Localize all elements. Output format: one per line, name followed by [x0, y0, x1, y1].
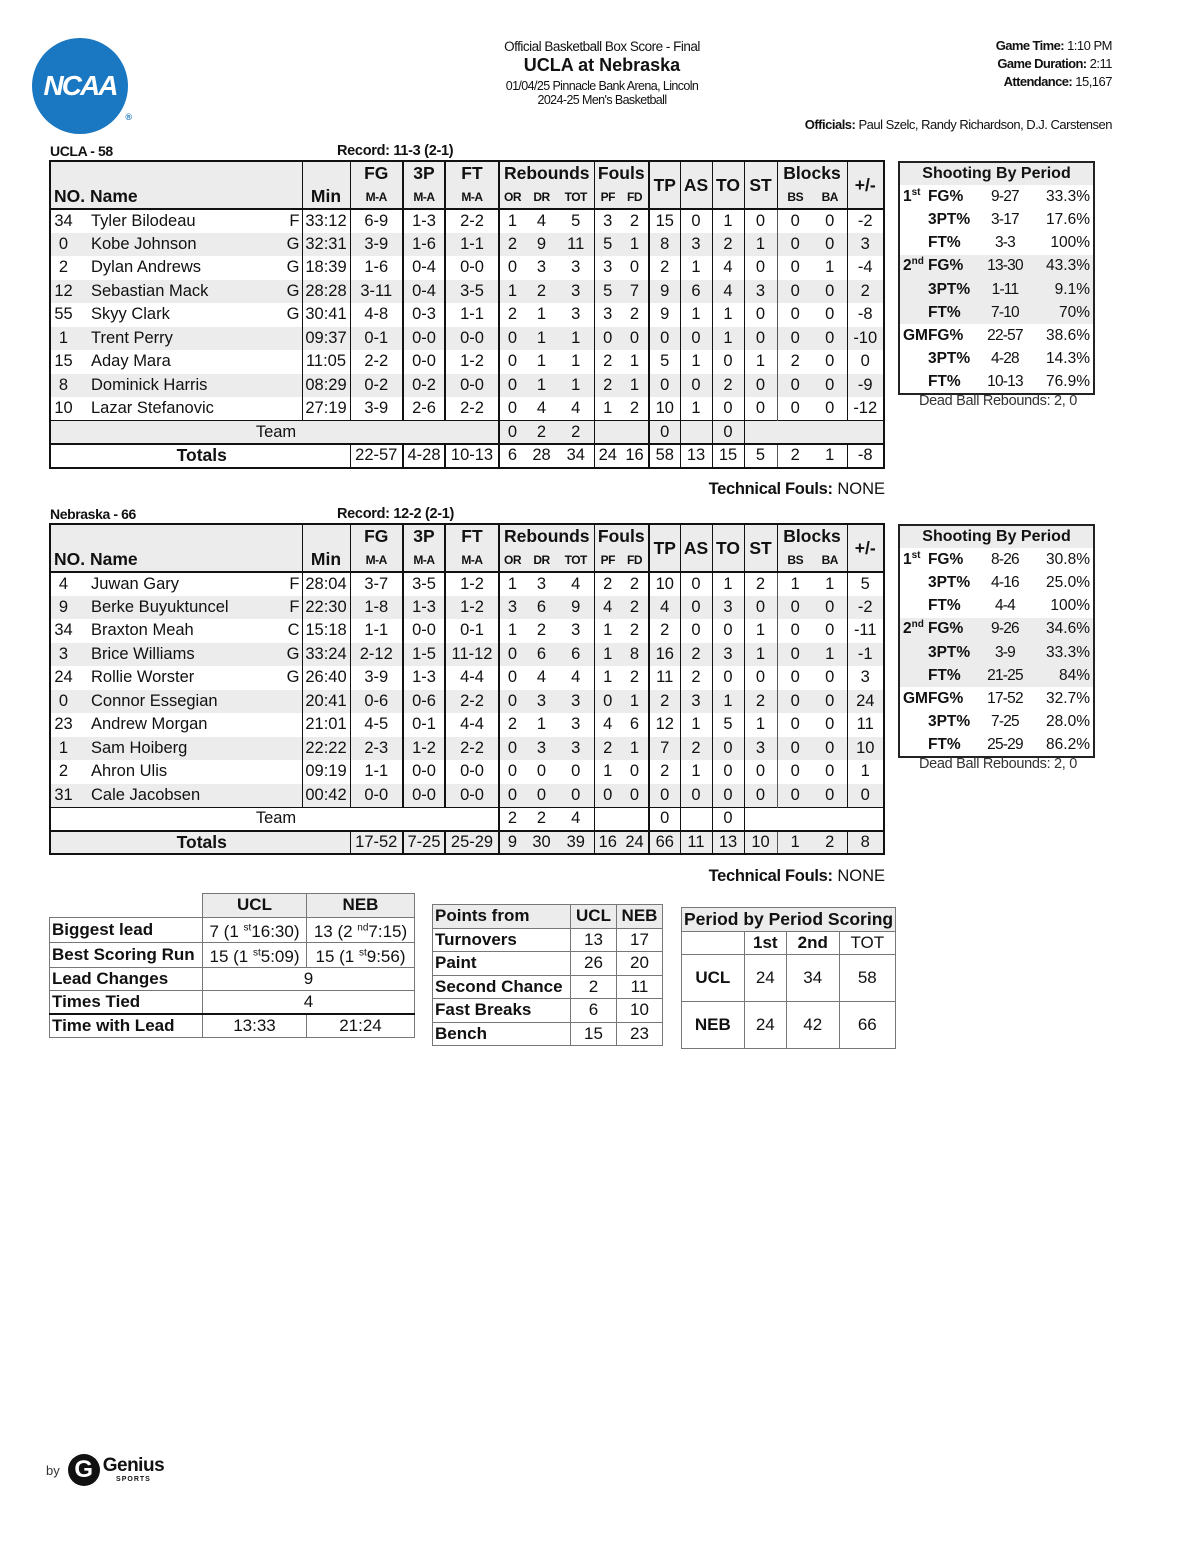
player-row: 1 Trent Perry 09:37 0-1 0-0 0-0 0 1 1 0 0 0 0 1 0 0 0 -10: [50, 327, 884, 351]
player-name: Dominick Harris: [91, 375, 208, 394]
points-from-table: Points from UCL NEB Turnovers 13 17 Paint 26 20 Second Chance 2 11 Fast Breaks 6 10 Bench 15 23: [432, 904, 663, 1046]
player-name: Sebastian Mack: [91, 281, 209, 300]
period-scoring-table: Period by Period Scoring 1st 2nd TOT UCL 24 34 58 NEB 24 42 66: [681, 907, 896, 1049]
biggest-lead-row: Biggest lead 7 (1 $^{st}$16:30) 13 (2 $^{nd}$7:15): [50, 917, 415, 942]
player-name: Braxton Meah: [91, 621, 194, 640]
shooting-row: 3PT% 4-28 14.3%: [927, 350, 1090, 368]
player-position: G: [286, 644, 300, 663]
player-name: Trent Perry: [91, 328, 173, 347]
shooting-by-period-0: Shooting By Period 1st FG% 9-27 33.3% 3PT% 3-17 17.6% FT% 3-3 100% 2nd FG% 13-30 43.3% 3PT% 1-11 9.1% FT% 7-10 70% GM FG% 22-57 38.6% 3PT% 4-28 14.3% FT% 10-13 76.9%: [898, 161, 1095, 395]
shooting-row: GM FG% 17-52 32.7%: [903, 689, 1090, 707]
player-row: 34 Braxton Meah C 15:18 1-1 0-0 0-1 1 2 3 1 2 2 0 0 1 0 0 -11: [50, 619, 884, 643]
player-row: 8 Dominick Harris 08:29 0-2 0-2 0-0 0 1 1 2 1 0 0 2 0 0 0 -9: [50, 374, 884, 398]
shooting-row: 2nd FG% 13-30 43.3%: [899, 255, 1094, 278]
player-name: Tyler Bilodeau: [91, 211, 196, 230]
technical-fouls-ucla: Technical Fouls: NONE: [708, 480, 885, 498]
shooting-row: 2nd FG% 9-26 34.6%: [899, 618, 1094, 641]
player-row: 15 Aday Mara 11:05 2-2 0-0 1-2 0 1 1 2 1 5 1 0 1 2 0 0: [50, 350, 884, 374]
shooting-row: FT% 10-13 76.9%: [927, 372, 1090, 390]
player-name: Kobe Johnson: [91, 234, 197, 253]
points-from-row: Fast Breaks 6 10: [433, 999, 663, 1023]
player-position: [300, 352, 302, 371]
team-heading-nebraska: Nebraska - 66: [50, 506, 136, 522]
shooting-row: 1st FG% 8-26 30.8%: [903, 549, 1090, 568]
player-position: [300, 692, 302, 711]
player-row: 4 Juwan Gary F 28:04 3-7 3-5 1-2 1 3 4 2 2 10 0 1 2 1 1 5: [50, 572, 884, 596]
player-name: Berke Buyuktuncel: [91, 597, 229, 616]
col-ucl: UCL: [203, 894, 307, 918]
player-position: C: [287, 621, 300, 640]
points-from-row: Paint 26 20: [433, 952, 663, 976]
player-position: G: [286, 258, 300, 277]
ncaa-logo: [32, 38, 132, 134]
player-name: Connor Essegian: [91, 691, 218, 710]
player-name: Juwan Gary: [91, 574, 180, 593]
shooting-row: 1st FG% 9-27 33.3%: [903, 186, 1090, 205]
points-from-row: Turnovers 13 17: [433, 928, 663, 952]
totals-row: Totals 17-52 7-25 25-29 9 30 39 16 24 66 11 13 10 1 2 8: [50, 831, 884, 855]
player-row: 24 Rollie Worster G 26:40 3-9 1-3 4-4 0 4 4 1 2 11 2 0 0 0 0 3: [50, 666, 884, 690]
player-name: Dylan Andrews: [91, 258, 202, 277]
player-row: 10 Lazar Stefanovic 27:19 3-9 2-6 2-2 0 4 4 1 2 10 1 0 0 0 0 -12: [50, 397, 884, 421]
player-row: 12 Sebastian Mack G 28:28 3-11 0-4 3-5 1 2 3 5 7 9 6 4 3 0 0 2: [50, 280, 884, 304]
player-name: Lazar Stefanovic: [91, 399, 214, 417]
shooting-row: FT% 7-10 70%: [899, 301, 1094, 324]
player-name: Sam Hoiberg: [91, 738, 188, 757]
player-row: 55 Skyy Clark G 30:41 4-8 0-3 1-1 2 1 3 3 2 9 1 1 0 0 0 -8: [50, 303, 884, 327]
points-from-row: Bench 15 23: [433, 1022, 663, 1046]
best-run-row: Best Scoring Run 15 (1 $^{st}$5:09) 15 (1 $^{st}$9:56): [50, 942, 415, 967]
dead-ball-rebounds-nebraska: Dead Ball Rebounds: 2, 0: [918, 756, 1078, 772]
times-tied-row: Times Tied 4: [50, 991, 415, 1015]
player-position: F: [289, 597, 300, 616]
player-row: 1 Sam Hoiberg 22:22 2-3 1-2 2-2 0 3 3 2 1 7 2 0 3 0 0 10: [50, 737, 884, 761]
venue-line: 01/04/25 Pinnacle Bank Arena, Lincoln: [505, 79, 699, 93]
player-name: Andrew Morgan: [91, 715, 208, 734]
player-row: 31 Cale Jacobsen 00:42 0-0 0-0 0-0 0 0 0 0 0 0 0 0 0 0 0 0: [50, 784, 884, 808]
player-row: 2 Ahron Ulis 09:19 1-1 0-0 0-0 0 0 0 1 0 2 1 0 0 0 0 1: [50, 760, 884, 784]
genius-g-icon: G: [68, 1454, 100, 1486]
player-row: 23 Andrew Morgan 21:01 4-5 0-1 4-4 2 1 3 4 6 12 1 5 1 0 0 11: [50, 713, 884, 737]
team-record-nebraska: Record: 12-2 (2-1): [337, 506, 455, 522]
shooting-row: 3PT% 7-25 28.0%: [927, 713, 1090, 731]
ncaa-logo-text: NCAA: [43, 70, 117, 101]
player-row: 2 Dylan Andrews G 18:39 1-6 0-4 0-0 0 3 3 3 0 2 1 4 0 0 1 -4: [50, 256, 884, 280]
player-position: [300, 715, 302, 734]
team-row: Team 0 2 2 0 0: [50, 421, 884, 445]
lead-changes-row: Lead Changes 9: [50, 967, 415, 991]
player-position: [300, 376, 302, 395]
team-record-ucla: Record: 11-3 (2-1): [337, 143, 454, 159]
player-position: G: [286, 234, 300, 253]
player-position: [300, 739, 302, 758]
shooting-by-period-1: Shooting By Period 1st FG% 8-26 30.8% 3PT% 4-16 25.0% FT% 4-4 100% 2nd FG% 9-26 34.6% 3PT% 3-9 33.3% FT% 21-25 84% GM FG% 17-52 32.7% 3PT% 7-25 28.0% FT% 25-29 86.2%: [898, 524, 1095, 758]
player-row: 3 Brice Williams G 33:24 2-12 1-5 11-12 0 6 6 1 8 16 2 3 1 0 1 -1: [50, 643, 884, 667]
time-with-lead-row: Time with Lead 13:33 21:24: [50, 1014, 415, 1038]
report-subtitle: Official Basketball Box Score - Final: [504, 39, 700, 54]
player-position: [300, 329, 302, 348]
game-flow-table: [49, 893, 415, 1038]
player-name: Skyy Clark: [91, 305, 170, 324]
game-info: [996, 37, 1112, 91]
box-score-table-1: FG 3P FT Rebounds Fouls TP AS TO ST Blocks +/- NO. Name Min M-A M-A M-A OR DR TOT PF FD BS BA 4 Juwan Gary F 28:04 3-7 3-5 1-2 1 3 4 2 2 10 0 1 2 1 1 5 9 Berke Buyuktuncel F 22:30 1-8 1-3 1-2 3 6 9 4 2 4 0 3 0 0 0 -2 34 Braxton Meah C 15:18 1-1 0-0 0-1 1 2 3 1 2 2 0 0 1 0 0 -11 3 Brice Williams G 33:24 2-12 1-5 11-12 0 6 6 1 8 16 2 3 1 0 1 -1 24 Rollie Worster G 26:40 3-9 1-3 4-4 0 4 4 1 2 11 2 0 0 0 0 3 0 Connor Essegian 20:41 0-6 0-6 2-2 0 3 3 0 1 2 3 1 2 0 0 24 23 Andrew Morgan 21:01 4-5 0-1 4-4 2 1 3 4 6 12 1 5 1 0 0 11 1 Sam Hoiberg 22:22 2-3 1-2 2-2 0 3 3 2 1 7 2 0 3 0 0 10 2 Ahron Ulis 09:19 1-1 0-0 0-0 0 0 0 1 0 2 1 0 0 0 0 1 31 Cale Jacobsen 00:42 0-0 0-0 0-0 0 0 0 0 0 0 0 0 0 0 0 0 Team 2 2 4 0 0 Totals 17-52 7-25 25-29 9 30 39 16 24 66 11 13 10 1 2 8: [49, 523, 885, 855]
technical-fouls-nebraska: Technical Fouls: NONE: [708, 867, 885, 885]
player-position: G: [286, 281, 300, 300]
genius-sports-logo: by G Genius SPORTS: [46, 1454, 164, 1486]
totals-row: Totals 22-57 4-28 10-13 6 28 34 24 16 58 13 15 5 2 1 -8: [50, 444, 884, 468]
officials: Officials: Paul Szelc, Randy Richardson, D.J. Carstensen: [804, 117, 1112, 132]
season-line: 2024-25 Men's Basketball: [537, 93, 667, 107]
player-name: Rollie Worster: [91, 668, 195, 687]
shooting-row: GM FG% 22-57 38.6%: [903, 326, 1090, 344]
registered-mark-icon: ®: [125, 112, 132, 122]
shooting-row: FT% 4-4 100%: [927, 597, 1090, 615]
shooting-row: 3PT% 1-11 9.1%: [899, 278, 1094, 301]
shooting-row: FT% 25-29 86.2%: [927, 735, 1090, 753]
player-position: F: [289, 574, 300, 593]
player-row: 0 Kobe Johnson G 32:31 3-9 1-6 1-1 2 9 11 5 1 8 3 2 1 0 0 3: [50, 233, 884, 257]
col-neb: NEB: [307, 894, 415, 918]
player-row: 0 Connor Essegian 20:41 0-6 0-6 2-2 0 3 3 0 1 2 3 1 2 0 0 24: [50, 690, 884, 714]
player-name: Ahron Ulis: [91, 762, 168, 781]
player-position: G: [286, 668, 300, 687]
player-position: [300, 399, 302, 418]
box-score-table-0: FG 3P FT Rebounds Fouls TP AS TO ST Blocks +/- NO. Name Min M-A M-A M-A OR DR TOT PF FD BS BA 34 Tyler Bilodeau F 33:12 6-9 1-3 2-2 1 4 5 3 2 15 0 1 0 0 0 -2 0 Kobe Johnson G 32:31 3-9 1-6 1-1 2 9 11 5 1 8 3 2 1 0 0 3 2 Dylan Andrews G 18:39 1-6 0-4 0-0 0 3 3 3 0 2 1 4 0 0 1 -4 12 Sebastian Mack G 28:28 3-11 0-4 3-5 1 2 3 5 7 9 6 4 3 0 0 2 55 Skyy Clark G 30:41 4-8 0-3 1-1 2 1 3 3 2 9 1 1 0 0 0 -8 1 Trent Perry 09:37 0-1 0-0 0-0 0 1 1 0 0 0 0 1 0 0 0 -10 15 Aday Mara 11:05 2-2 0-0 1-2 0 1 1 2 1 5 1 0 1 2 0 0 8 Dominick Harris 08:29 0-2 0-2 0-0 0 1 1 2 1 0 0 2 0 0 0 -9 10 Lazar Stefanovic 27:19 3-9 2-6 2-2 0 4 4 1 2 10 1 0 0 0 0 -12 Team 0 2 2 0 0 Totals 22-57 4-28 10-13 6 28 34 24 16 58 13 15 5 2 1 -8: [49, 160, 885, 469]
player-position: G: [286, 305, 300, 324]
team-row: Team 2 2 4 0 0: [50, 807, 884, 831]
shooting-row: FT% 3-3 100%: [927, 234, 1090, 252]
report-header: [400, 39, 804, 107]
player-row: 9 Berke Buyuktuncel F 22:30 1-8 1-3 1-2 3 6 9 4 2 4 0 3 0 0 0 -2: [50, 596, 884, 620]
player-name: Aday Mara: [91, 352, 171, 371]
points-from-row: Second Chance 2 11: [433, 975, 663, 999]
player-name: Brice Williams: [91, 644, 195, 663]
report-title: UCLA at Nebraska: [523, 55, 681, 75]
player-row: 34 Tyler Bilodeau F 33:12 6-9 1-3 2-2 1 4 5 3 2 15 0 1 0 0 0 -2: [50, 209, 884, 233]
team-heading-ucla: UCLA - 58: [50, 143, 113, 159]
player-position: [300, 762, 302, 781]
shooting-row: 3PT% 4-16 25.0%: [927, 573, 1090, 591]
shooting-row: 3PT% 3-17 17.6%: [927, 210, 1090, 228]
game-time: Game Time: 1:10 PM: [995, 38, 1112, 53]
attendance: Attendance: 15,167: [1003, 74, 1112, 89]
game-duration: Game Duration: 2:11: [997, 56, 1112, 71]
shooting-row: 3PT% 3-9 33.3%: [899, 641, 1094, 664]
player-position: [300, 786, 302, 805]
dead-ball-rebounds-ucla: Dead Ball Rebounds: 2, 0: [918, 393, 1078, 409]
shooting-row: FT% 21-25 84%: [899, 664, 1094, 687]
player-position: F: [289, 211, 300, 230]
player-name: Cale Jacobsen: [91, 785, 201, 804]
